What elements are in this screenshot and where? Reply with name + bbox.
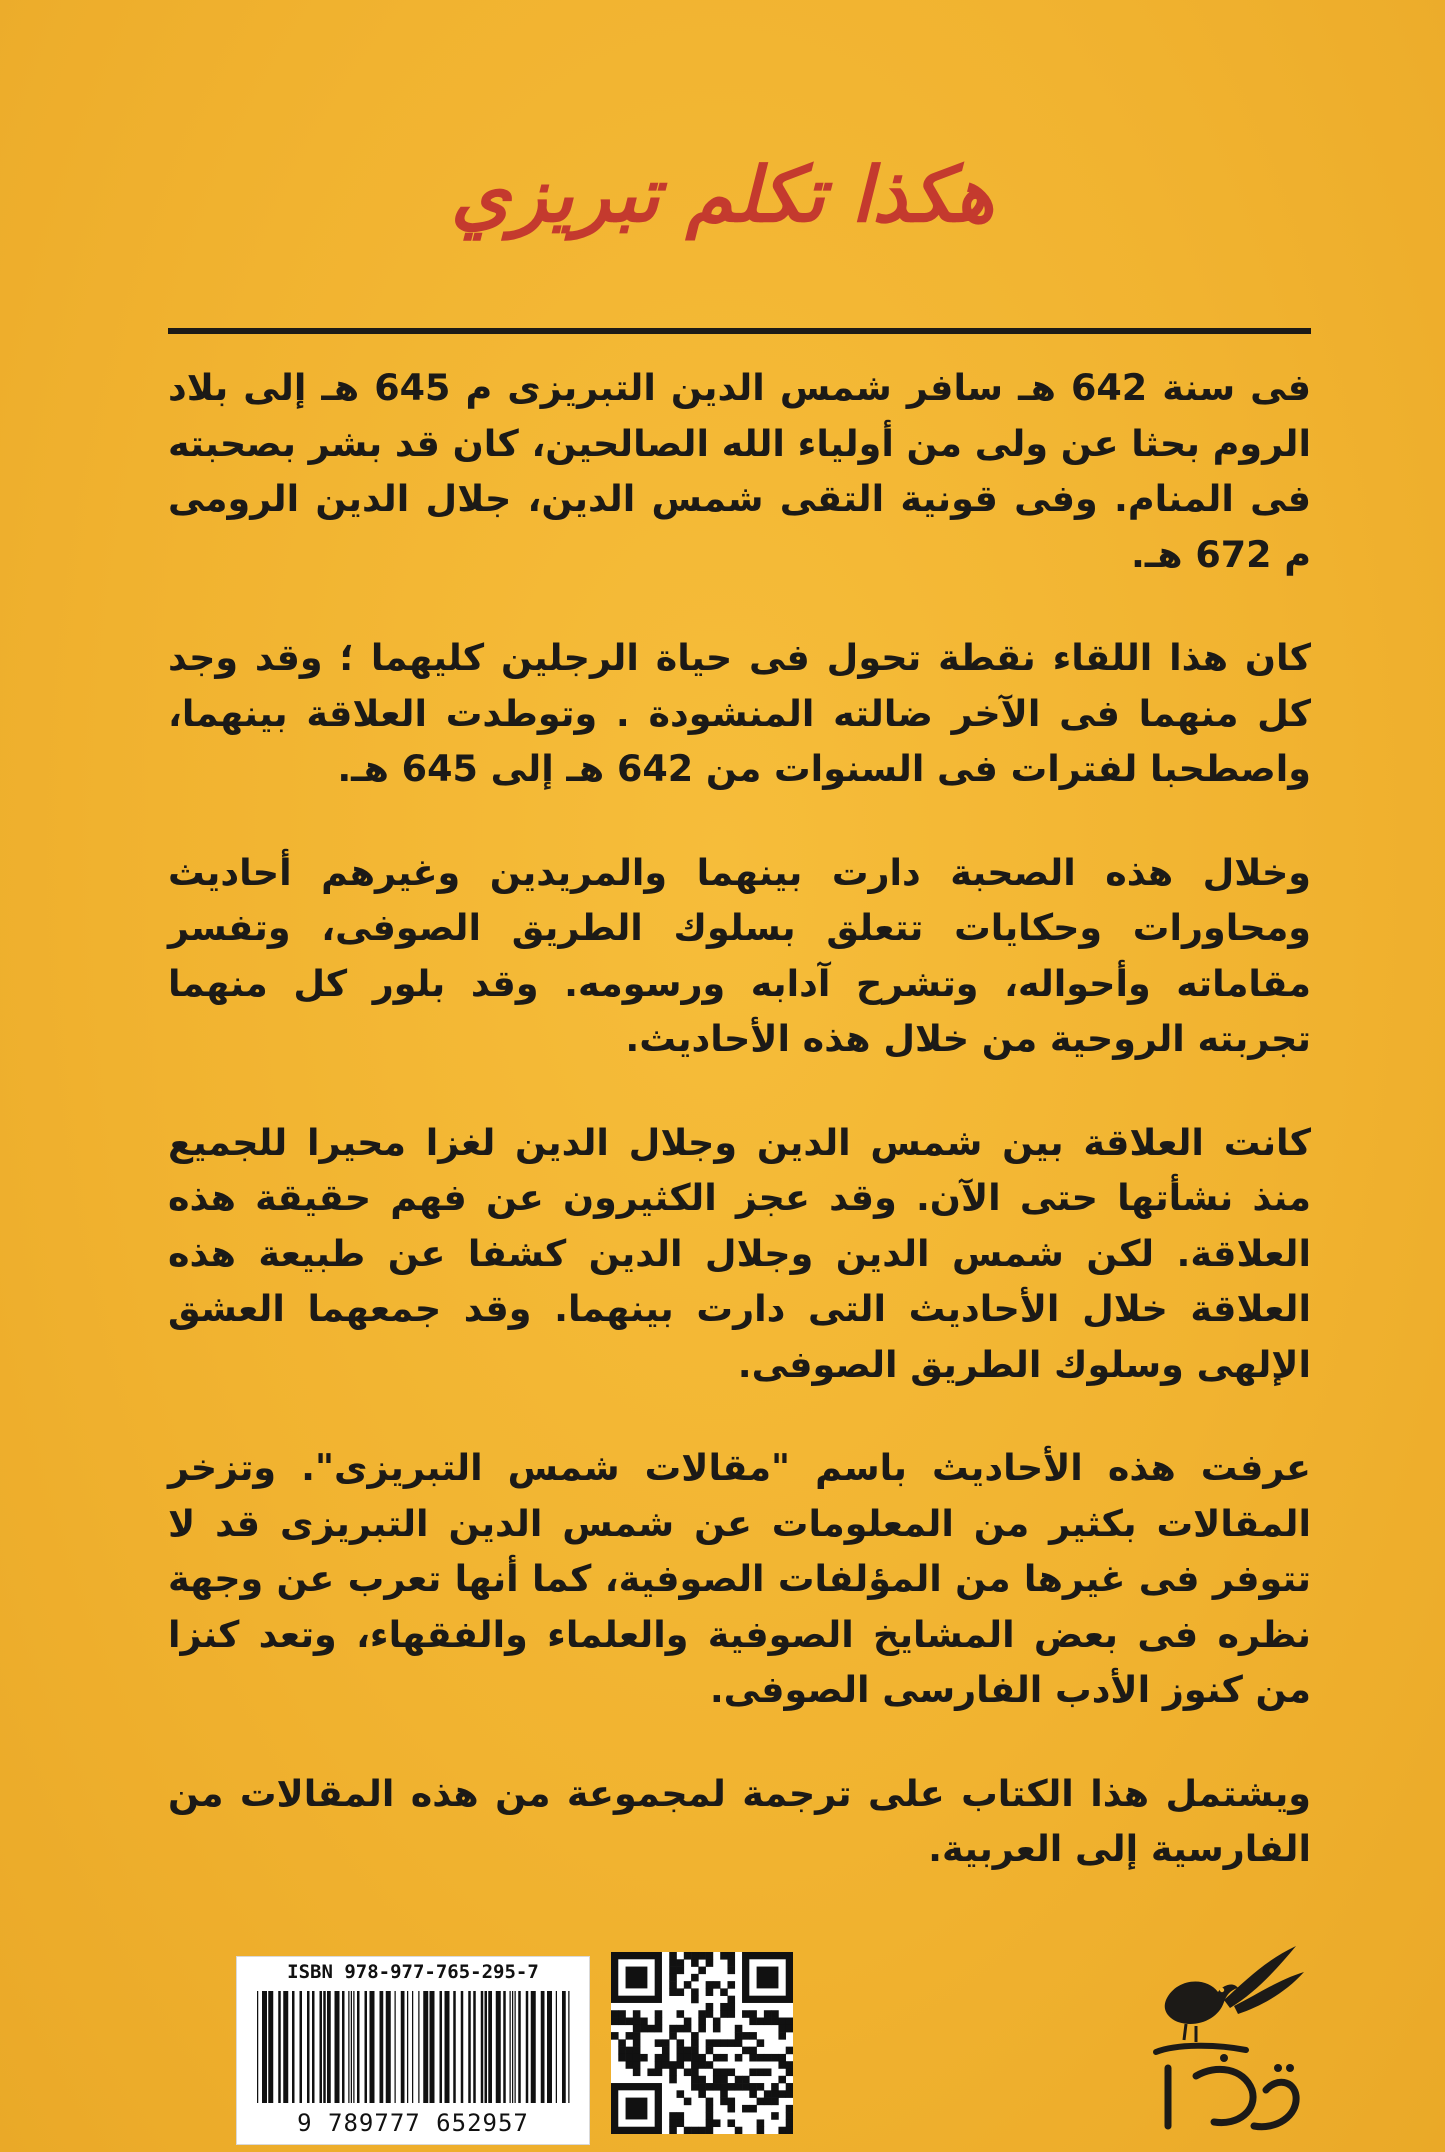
- blurb-paragraph-5: عرفت هذه الأحاديث باسم "مقالات شمس التبريزى". وتزخر المقالات بكثير من المعلومات عن شمس الدين التبريزى قد لا تتوفر فى غيرها من المؤلفات الصوفية، كما أنها تعرب عن وجهة نظره فى بعض المشايخ الصوفية والعلماء والفقهاء، وتعد كنزا من كنوز الأدب الفارسى الصوفى.: [168, 1446, 1311, 1711]
- qr-module: [691, 1988, 699, 1996]
- qr-module: [698, 2076, 706, 2084]
- qr-module: [633, 2068, 641, 2076]
- qr-module: [778, 2076, 786, 2084]
- barcode-number: 9 789777 652957: [297, 2109, 529, 2137]
- qr-module: [727, 1967, 735, 1975]
- qr-module: [684, 2127, 692, 2134]
- qr-module: [757, 2083, 765, 2091]
- qr-module: [720, 2010, 728, 2018]
- qr-module: [771, 2083, 779, 2091]
- qr-module: [698, 1952, 706, 1960]
- barcode-bar: [412, 1991, 413, 2103]
- qr-module: [786, 2105, 793, 2113]
- qr-module: [749, 2090, 757, 2098]
- qr-module: [720, 2083, 728, 2091]
- barcode-bar: [512, 1991, 513, 2103]
- isbn-barcode: [236, 1956, 590, 2145]
- qr-module: [742, 2083, 750, 2091]
- qr-module: [618, 2010, 626, 2018]
- qr-module: [749, 2083, 757, 2091]
- barcode-bar: [292, 1991, 295, 2103]
- qr-module: [691, 1952, 699, 1960]
- qr-module: [677, 2047, 685, 2055]
- barcode-bar: [353, 1991, 354, 2103]
- qr-module: [691, 1974, 699, 1982]
- qr-module: [713, 2083, 721, 2091]
- qr-module: [698, 2018, 706, 2026]
- barcode-bar: [312, 1991, 315, 2103]
- barcode-bar: [423, 1991, 428, 2103]
- qr-module: [742, 2105, 750, 2113]
- qr-module: [611, 2032, 619, 2040]
- qr-module: [706, 2119, 714, 2127]
- qr-module: [786, 2025, 793, 2033]
- barcode-bar: [307, 1991, 310, 2103]
- barcode-bar: [488, 1991, 492, 2103]
- qr-module: [647, 2025, 655, 2033]
- barcode-bar: [547, 1991, 552, 2103]
- qr-module: [749, 2068, 757, 2076]
- qr-module: [626, 2054, 634, 2062]
- qr-module: [669, 2127, 677, 2134]
- qr-module: [713, 2018, 721, 2026]
- qr-module: [706, 2003, 714, 2011]
- qr-module: [720, 1952, 728, 1960]
- qr-module: [713, 2076, 721, 2084]
- qr-module: [706, 2112, 714, 2120]
- qr-module: [764, 2090, 772, 2098]
- qr-module: [611, 2010, 619, 2018]
- qr-module: [633, 2047, 641, 2055]
- barcode-bar: [283, 1991, 288, 2103]
- blurb-text: [168, 360, 1311, 1925]
- qr-module: [677, 2025, 685, 2033]
- barcode-bar: [531, 1991, 536, 2103]
- qr-module: [698, 2025, 706, 2033]
- qr-module: [757, 2119, 765, 2127]
- barcode-bar: [257, 1991, 258, 2103]
- qr-module: [669, 1952, 677, 1960]
- barcode-bar: [380, 1991, 384, 2103]
- qr-module: [742, 2047, 750, 2055]
- qr-module: [633, 2061, 641, 2069]
- qr-module: [727, 2098, 735, 2106]
- qr-module: [698, 2127, 706, 2134]
- barcode-bar: [395, 1991, 396, 2103]
- qr-module: [757, 2018, 765, 2026]
- qr-module: [742, 2010, 750, 2018]
- qr-module: [655, 2039, 663, 2047]
- qr-module: [749, 2054, 757, 2062]
- qr-module: [757, 2098, 765, 2106]
- barcode-bars: [257, 1991, 573, 2103]
- qr-module: [655, 2054, 663, 2062]
- qr-module: [786, 2018, 793, 2026]
- qr-module: [735, 2076, 743, 2084]
- barcode-bar: [440, 1991, 443, 2103]
- barcode-bar: [320, 1991, 323, 2103]
- qr-module: [720, 2098, 728, 2106]
- barcode-bar: [526, 1991, 529, 2103]
- qr-module: [669, 1981, 677, 1989]
- barcode-bar: [370, 1991, 375, 2103]
- qr-module: [655, 2025, 663, 2033]
- qr-module: [698, 2054, 706, 2062]
- qr-module: [786, 2068, 793, 2076]
- qr-module: [626, 2032, 634, 2040]
- qr-module: [786, 2090, 793, 2098]
- qr-module: [735, 2054, 743, 2062]
- qr-module: [706, 2039, 714, 2047]
- barcode-bar: [348, 1991, 349, 2103]
- qr-module: [727, 1952, 735, 1960]
- qr-module: [786, 2047, 793, 2055]
- qr-module: [735, 2025, 743, 2033]
- qr-module: [727, 2083, 735, 2091]
- qr-module: [684, 2047, 692, 2055]
- qr-module: [655, 2010, 663, 2018]
- barcode-bar: [468, 1991, 471, 2103]
- qr-module: [691, 2076, 699, 2084]
- barcode-bar: [268, 1991, 273, 2103]
- qr-module: [786, 2119, 793, 2127]
- qr-module: [618, 2054, 626, 2062]
- qr-code: [611, 1952, 793, 2134]
- qr-module: [706, 2061, 714, 2069]
- qr-module: [757, 2054, 765, 2062]
- qr-module: [749, 2018, 757, 2026]
- qr-module: [727, 2068, 735, 2076]
- qr-module: [662, 2061, 670, 2069]
- barcode-bar: [541, 1991, 545, 2103]
- barcode-bar: [357, 1991, 360, 2103]
- qr-module: [669, 2068, 677, 2076]
- barcode-bar: [323, 1991, 326, 2103]
- barcode-bar: [445, 1991, 450, 2103]
- qr-module: [669, 1974, 677, 1982]
- barcode-bar: [335, 1991, 340, 2103]
- qr-module: [713, 2039, 721, 2047]
- qr-module: [626, 2061, 634, 2069]
- qr-module: [669, 2061, 677, 2069]
- qr-module: [727, 2003, 735, 2011]
- bird-icon: [1165, 1946, 1304, 2042]
- qr-module: [749, 2032, 757, 2040]
- qr-module: [669, 2032, 677, 2040]
- qr-module: [706, 2127, 714, 2134]
- qr-module: [706, 2105, 714, 2113]
- qr-module: [691, 2054, 699, 2062]
- qr-module: [691, 1959, 699, 1967]
- qr-module: [626, 2018, 634, 2026]
- qr-module: [720, 2003, 728, 2011]
- blurb-paragraph-1: فى سنة 642 هـ سافر شمس الدين التبريزى م 645 هـ إلى بلاد الروم بحثا عن ولى من أولياء الله الصالحين، كان قد بشر بصحبته فى المنام. وفى قونية التقى شمس الدين، جلال الدين الرومى م 672 هـ.: [168, 366, 1311, 576]
- qr-module: [669, 1967, 677, 1975]
- qr-module: [778, 2018, 786, 2026]
- qr-module: [691, 2083, 699, 2091]
- qr-module: [764, 2098, 772, 2106]
- qr-module: [735, 2039, 743, 2047]
- qr-finder: [626, 2098, 648, 2120]
- qr-module: [691, 2068, 699, 2076]
- barcode-bar: [351, 1991, 352, 2103]
- qr-module: [669, 1988, 677, 1996]
- qr-module: [749, 2047, 757, 2055]
- qr-module: [727, 1959, 735, 1967]
- barcode-bar: [342, 1991, 345, 2103]
- qr-module: [640, 2025, 648, 2033]
- qr-module: [691, 2061, 699, 2069]
- qr-module: [720, 2076, 728, 2084]
- barcode-bar: [365, 1991, 368, 2103]
- barcode-bar: [485, 1991, 488, 2103]
- qr-module: [720, 2090, 728, 2098]
- qr-module: [771, 2090, 779, 2098]
- qr-module: [713, 2054, 721, 2062]
- qr-module: [706, 1952, 714, 1960]
- barcode-bar: [386, 1991, 391, 2103]
- qr-module: [633, 2025, 641, 2033]
- isbn-label: ISBN 978-977-765-295-7: [287, 1961, 539, 1983]
- qr-module: [749, 2105, 757, 2113]
- qr-module: [640, 2054, 648, 2062]
- qr-module: [735, 2083, 743, 2091]
- qr-module: [771, 2010, 779, 2018]
- blurb-paragraph-3: وخلال هذه الصحبة دارت بينهما والمريدين وغيرهم أحاديث ومحاورات وحكايات تتعلق بسلوك الطريق الصوفى، وتفسر مقاماته وأحواله، وتشرح آدابه ورسومه. وقد بلور كل منهما تجربته الروحية من خلال هذه الأحاديث.: [168, 850, 1311, 1060]
- barcode-bar: [518, 1991, 521, 2103]
- qr-module: [706, 2083, 714, 2091]
- qr-module: [626, 2047, 634, 2055]
- qr-module: [677, 1988, 685, 1996]
- qr-module: [684, 2098, 692, 2106]
- qr-module: [771, 2112, 779, 2120]
- blurb-paragraph-6: ويشتمل هذا الكتاب على ترجمة لمجموعة من هذه المقالات من الفارسية إلى العربية.: [168, 1771, 1311, 1870]
- qr-module: [778, 2061, 786, 2069]
- qr-module: [720, 1988, 728, 1996]
- qr-module: [691, 1996, 699, 2004]
- qr-module: [684, 2025, 692, 2033]
- qr-module: [691, 2047, 699, 2055]
- qr-module: [757, 2068, 765, 2076]
- barcode-bar: [262, 1991, 267, 2103]
- qr-module: [786, 2112, 793, 2120]
- barcode-bar: [327, 1991, 331, 2103]
- qr-module: [706, 2098, 714, 2106]
- qr-module: [655, 2018, 663, 2026]
- title-divider: [168, 328, 1311, 334]
- publisher-logo: [1126, 1940, 1316, 2140]
- qr-module: [677, 2061, 685, 2069]
- barcode-bar: [300, 1991, 303, 2103]
- qr-module: [684, 1952, 692, 1960]
- qr-module: [778, 2054, 786, 2062]
- barcode-bar: [510, 1991, 511, 2103]
- qr-module: [662, 2054, 670, 2062]
- qr-module: [713, 2068, 721, 2076]
- qr-module: [669, 2025, 677, 2033]
- qr-module: [633, 2039, 641, 2047]
- qr-module: [757, 2127, 765, 2134]
- qr-module: [677, 2010, 685, 2018]
- barcode-bar: [407, 1991, 408, 2103]
- qr-module: [677, 1967, 685, 1975]
- blurb-paragraph-2: كان هذا اللقاء نقطة تحول فى حياة الرجلين كليهما ؛ وقد وجد كل منهما فى الآخر ضالته المنشودة . وتوطدت العلاقة بينهما، واصطحبا لفترات فى السنوات من 642 هـ إلى 645 هـ.: [168, 636, 1311, 790]
- barcode-bar: [496, 1991, 501, 2103]
- qr-module: [727, 1996, 735, 2004]
- qr-module: [706, 1981, 714, 1989]
- qr-module: [655, 2061, 663, 2069]
- qr-module: [684, 1981, 692, 1989]
- qr-module: [771, 2098, 779, 2106]
- qr-module: [677, 2039, 685, 2047]
- qr-module: [662, 2039, 670, 2047]
- qr-module: [735, 2032, 743, 2040]
- blurb-paragraph-4: كانت العلاقة بين شمس الدين وجلال الدين لغزا محيرا للجميع منذ نشأتها حتى الآن. وقد عجز الكثيرون عن فهم حقيقة هذه العلاقة. لكن شمس الدين وجلال الدين كشفا عن طبيعة هذه العلاقة خلال الأحاديث التى دارت بينهما. وقد جمعهما العشق الإلهى وسلوك الطريق الصوفى.: [168, 1120, 1311, 1386]
- qr-module: [713, 1981, 721, 1989]
- qr-module: [669, 2076, 677, 2084]
- qr-module: [727, 1981, 735, 1989]
- qr-module: [633, 2010, 641, 2018]
- qr-module: [727, 2105, 735, 2113]
- qr-module: [742, 2076, 750, 2084]
- qr-code-graphic: [611, 1952, 793, 2134]
- qr-module: [633, 2018, 641, 2026]
- qr-module: [677, 2090, 685, 2098]
- qr-module: [778, 2090, 786, 2098]
- barcode-bar: [418, 1991, 419, 2103]
- qr-module: [669, 2112, 677, 2120]
- qr-module: [698, 2083, 706, 2091]
- barcode-bar: [503, 1991, 506, 2103]
- publisher-calligraphy: [1156, 2046, 1296, 2127]
- qr-module: [655, 2068, 663, 2076]
- qr-module: [735, 2127, 743, 2134]
- barcode-bar: [562, 1991, 566, 2103]
- qr-module: [778, 2032, 786, 2040]
- qr-module: [633, 2032, 641, 2040]
- barcode-bar: [461, 1991, 464, 2103]
- qr-module: [764, 2010, 772, 2018]
- qr-module: [720, 2039, 728, 2047]
- qr-module: [786, 2083, 793, 2091]
- qr-module: [713, 2025, 721, 2033]
- qr-module: [698, 1967, 706, 1975]
- qr-module: [727, 2119, 735, 2127]
- barcode-bar: [556, 1991, 557, 2103]
- qr-finder: [626, 1967, 648, 1989]
- qr-module: [677, 2112, 685, 2120]
- qr-module: [706, 1959, 714, 1967]
- qr-module: [764, 2068, 772, 2076]
- qr-module: [677, 2119, 685, 2127]
- barcode-bar: [430, 1991, 435, 2103]
- qr-module: [618, 2018, 626, 2026]
- qr-module: [764, 2018, 772, 2026]
- qr-module: [727, 2010, 735, 2018]
- qr-module: [677, 1959, 685, 1967]
- qr-module: [786, 2061, 793, 2069]
- qr-module: [691, 2127, 699, 2134]
- qr-module: [647, 2068, 655, 2076]
- qr-module: [684, 2054, 692, 2062]
- qr-module: [698, 2010, 706, 2018]
- barcode-bar: [401, 1991, 405, 2103]
- barcode-bar: [481, 1991, 484, 2103]
- qr-module: [706, 2010, 714, 2018]
- qr-module: [633, 2054, 641, 2062]
- barcode-bar: [473, 1991, 476, 2103]
- qr-module: [778, 2025, 786, 2033]
- qr-module: [771, 2054, 779, 2062]
- qr-module: [698, 2090, 706, 2098]
- qr-module: [691, 2032, 699, 2040]
- qr-module: [691, 2039, 699, 2047]
- qr-module: [706, 2047, 714, 2055]
- barcode-bar: [515, 1991, 516, 2103]
- qr-module: [720, 2054, 728, 2062]
- qr-finder: [757, 1967, 779, 1989]
- qr-module: [720, 2068, 728, 2076]
- qr-module: [778, 2127, 786, 2134]
- qr-module: [684, 2018, 692, 2026]
- qr-module: [640, 2018, 648, 2026]
- qr-module: [727, 2039, 735, 2047]
- qr-module: [669, 1959, 677, 1967]
- qr-module: [698, 2061, 706, 2069]
- qr-module: [757, 2039, 765, 2047]
- qr-module: [764, 2054, 772, 2062]
- qr-module: [662, 2047, 670, 2055]
- qr-module: [618, 2039, 626, 2047]
- qr-module: [786, 2127, 793, 2134]
- barcode-bar: [453, 1991, 456, 2103]
- qr-module: [684, 2068, 692, 2076]
- book-title: هكذا تكلم تبريزي: [450, 150, 995, 239]
- qr-module: [742, 2032, 750, 2040]
- qr-module: [749, 2010, 757, 2018]
- qr-module: [771, 2018, 779, 2026]
- qr-module: [677, 2054, 685, 2062]
- qr-module: [713, 2119, 721, 2127]
- qr-module: [618, 2047, 626, 2055]
- qr-module: [611, 2018, 619, 2026]
- qr-module: [706, 1988, 714, 1996]
- qr-module: [669, 2119, 677, 2127]
- barcode-bar: [568, 1991, 569, 2103]
- barcode-bar: [278, 1991, 281, 2103]
